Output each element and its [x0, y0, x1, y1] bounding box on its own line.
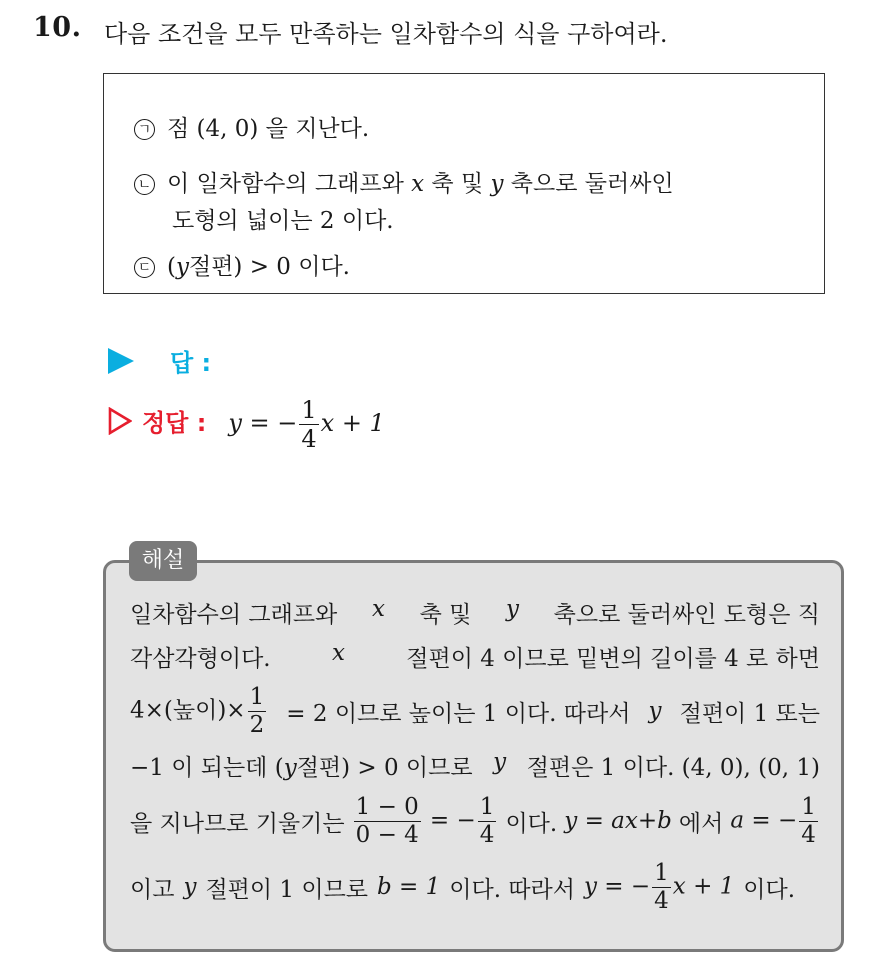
fraction — [354, 793, 421, 848]
var-x: x — [371, 596, 385, 622]
denominator: 4 — [654, 887, 669, 914]
numerator: 1 — [801, 793, 816, 820]
equation: x + 1 — [672, 873, 735, 899]
numerator: 1 — [654, 859, 669, 886]
text: 이다. — [505, 810, 558, 837]
text: 이다. — [743, 876, 796, 903]
condition-3-open: ( — [167, 254, 176, 280]
numerator: 1 — [301, 396, 317, 424]
answer-lhs: y = − — [228, 409, 298, 437]
fraction — [652, 859, 671, 914]
fraction — [478, 793, 497, 848]
var-y: y — [505, 596, 519, 622]
var-x: x — [411, 171, 425, 197]
circle-mark-3: ㄷ — [134, 257, 155, 278]
text: = 2 이므로 높이는 1 이다. 따라서 — [286, 700, 631, 727]
fraction — [799, 793, 818, 848]
condition-2-pre: 이 일차함수의 그래프와 — [167, 171, 404, 197]
equation: b = 1 — [377, 874, 441, 900]
question-text: 다음 조건을 모두 만족하는 일차함수의 식을 구하여라. — [104, 20, 668, 48]
correct-answer-label: 정답 : — [142, 409, 207, 437]
answer-label: 답 : — [170, 349, 212, 377]
solution-line-3 — [130, 683, 820, 739]
circle-mark-1: ㄱ — [134, 119, 155, 140]
condition-3-rest: 절편) > 0 이다. — [188, 254, 350, 280]
text: 4×(높이)× — [130, 697, 246, 723]
text: 절편은 1 이다. (4, 0), (0, 1) — [526, 755, 820, 781]
denominator: 4 — [301, 425, 317, 453]
text: 절편이 1 또는 — [679, 700, 820, 727]
equation: y = − — [583, 873, 651, 899]
outline-triangle-icon — [108, 407, 132, 435]
var-y: y — [283, 755, 297, 781]
numerator: 1 − 0 — [355, 793, 419, 820]
condition-3 — [134, 251, 350, 283]
condition-1 — [134, 113, 369, 145]
solution-line-2 — [130, 640, 820, 673]
solution-line-5 — [130, 791, 820, 851]
denominator: 2 — [249, 711, 265, 738]
answer-row — [108, 343, 211, 378]
play-triangle-icon — [108, 348, 134, 374]
text: 절편) > 0 이므로 — [296, 755, 473, 781]
solution-tag: 해설 — [129, 541, 197, 581]
fraction — [248, 683, 267, 738]
numerator: 1 — [479, 793, 495, 820]
solution-line-4 — [130, 749, 820, 782]
text: 절편이 4 이므로 밑변의 길이를 4 로 하면 — [406, 646, 820, 672]
text: 절편이 1 이므로 — [205, 876, 369, 903]
question-number: 10. — [33, 12, 82, 43]
condition-2 — [134, 168, 674, 200]
fraction — [299, 398, 318, 451]
numerator: 1 — [249, 683, 265, 710]
denominator: 4 — [801, 821, 816, 848]
circle-mark-2: ㄴ — [134, 174, 155, 195]
condition-2-line2: 도형의 넓이는 2 이다. — [172, 208, 394, 234]
denominator: 4 — [479, 821, 495, 848]
condition-2-post: 축으로 둘러싸인 — [510, 171, 674, 197]
text: 축으로 둘러싸인 도형은 직 — [553, 602, 820, 628]
equation: a = − — [730, 807, 798, 833]
denominator: 0 − 4 — [355, 821, 419, 848]
text: −1 이 되는데 ( — [130, 755, 284, 781]
condition-1-text: 점 (4, 0) 을 지난다. — [167, 116, 370, 142]
text: 일차함수의 그래프와 — [130, 602, 338, 628]
solution-line-1 — [130, 596, 820, 629]
equation: y = ax+b — [564, 808, 672, 834]
text: 이고 — [130, 876, 175, 903]
text: 이다. 따라서 — [449, 876, 575, 903]
var-y: y — [493, 749, 507, 775]
conditions-box — [103, 73, 825, 294]
text: = − — [429, 807, 476, 833]
solution-line-6 — [130, 857, 820, 917]
var-x: x — [331, 640, 345, 666]
text: 축 및 — [419, 602, 472, 628]
answer-rhs: x + 1 — [320, 409, 385, 437]
text: 각삼각형이다. — [130, 646, 271, 672]
correct-answer-row — [108, 398, 385, 451]
text: 에서 — [678, 810, 724, 837]
condition-2-mid: 축 및 — [431, 171, 484, 197]
var-y: y — [183, 874, 197, 900]
solution-box — [103, 560, 844, 952]
var-y: y — [648, 698, 662, 724]
var-y: y — [490, 171, 504, 197]
text: 을 지나므로 기울기는 — [130, 810, 345, 837]
var-y: y — [175, 254, 189, 280]
